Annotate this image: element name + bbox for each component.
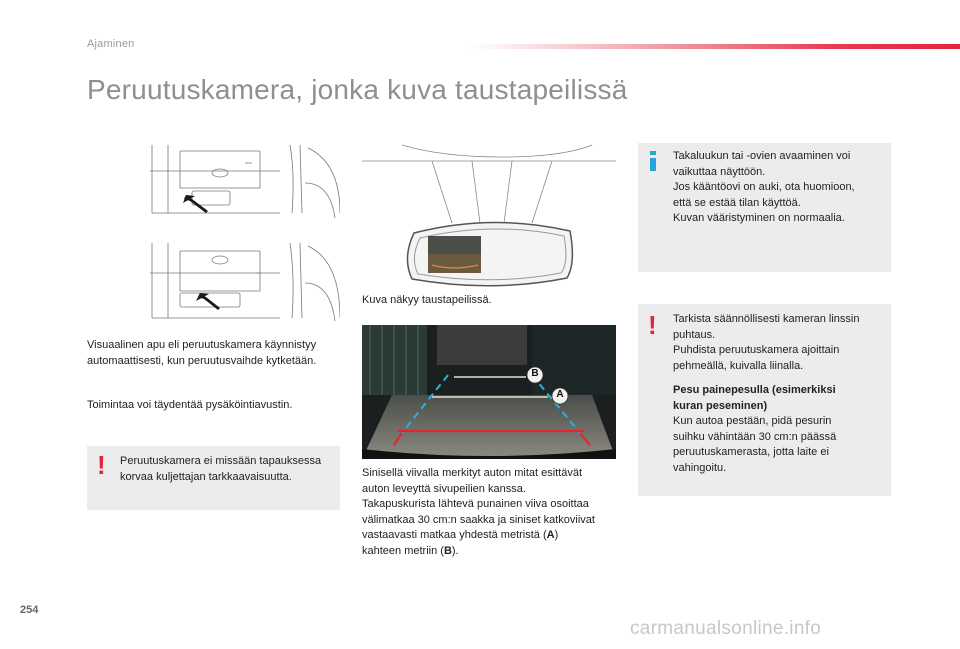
exclamation-icon: ! (97, 450, 106, 480)
desc-line: välimatkaa 30 cm:n saakka ja siniset katkoviivat (362, 513, 595, 526)
camera-description (362, 466, 627, 559)
camera-view-image (362, 325, 616, 459)
warning-note-driver (87, 446, 340, 510)
mirror-caption: Kuva näkyy taustapeilissä. (362, 294, 492, 306)
desc-line (362, 544, 627, 560)
info-line: Takaluukun tai -ovien avaaminen voi (673, 150, 851, 162)
info-line: Jos kääntöovi on auki, ota huomioon, (673, 181, 855, 193)
intro-paragraph: Visuaalinen apu eli peruutuskamera käynnistyy automaattisesti, kun peruutusvaihde kytketään. (87, 339, 317, 367)
warn-line: peruutuskamerasta, jotta laite ei (673, 446, 829, 458)
info-line: Kuvan vääristyminen on normaalia. (673, 212, 845, 224)
desc-line (362, 528, 627, 544)
warn-heading: kuran peseminen) (673, 399, 768, 412)
warn-line: Kun autoa pestään, pidä pesurin (673, 415, 832, 427)
warning-note-cleaning (638, 304, 891, 496)
desc-text: kahteen metriin ( (362, 544, 444, 557)
assist-paragraph: Toimintaa voi täydentää pysäköintiavustin. (87, 399, 293, 411)
warning-text: Peruutuskamera ei missään tapauksessa korvaa kuljettajan tarkkaavaisuutta. (120, 455, 322, 483)
section-label: Ajaminen (87, 38, 135, 50)
exclamation-icon: ! (648, 310, 657, 340)
warn-line: vahingoitu. (673, 461, 727, 474)
info-text (673, 149, 888, 227)
warn-line: Tarkista säännöllisesti kameran linssin (673, 313, 860, 325)
page-title: Peruutuskamera, jonka kuva taustapeilissä (87, 74, 628, 105)
page-number: 254 (20, 604, 39, 616)
cleaning-text (673, 312, 888, 476)
warn-line: pehmeällä, kuivalla liinalla. (673, 359, 804, 372)
warn-line: Puhdista peruutuskamera ajoittain (673, 344, 840, 356)
warn-heading: Pesu painepesulla (esimerkiksi (673, 384, 836, 396)
desc-line: auton leveyttä sivupeilien kanssa. (362, 482, 526, 495)
label-a: A (556, 389, 564, 400)
desc-line: Sinisellä viivalla merkityt auton mitat esittävät (362, 467, 583, 479)
rearview-mirror-illustration (362, 143, 616, 293)
info-note-display (638, 143, 891, 272)
info-icon (650, 151, 656, 171)
watermark: carmanualsonline.info (630, 618, 822, 639)
desc-line: Takapuskurista lähtevä punainen viiva osoittaa (362, 498, 589, 510)
info-line: vaikuttaa näyttöön. (673, 165, 766, 178)
desc-text: vastaavasti matkaa yhdestä metristä ( (362, 529, 547, 541)
desc-label-b: B (443, 544, 452, 557)
car-rear-illustration (140, 143, 340, 325)
warn-line: suihku vähintään 30 cm:n päässä (673, 430, 837, 443)
warn-line: puhtaus. (673, 328, 716, 341)
desc-text: ) (554, 529, 559, 541)
label-b: B (531, 368, 539, 379)
desc-text: ). (451, 544, 459, 557)
info-line: että se estää tilan käyttöä. (673, 196, 801, 209)
desc-label-a: A (546, 529, 555, 541)
header-accent-bar (470, 44, 960, 49)
